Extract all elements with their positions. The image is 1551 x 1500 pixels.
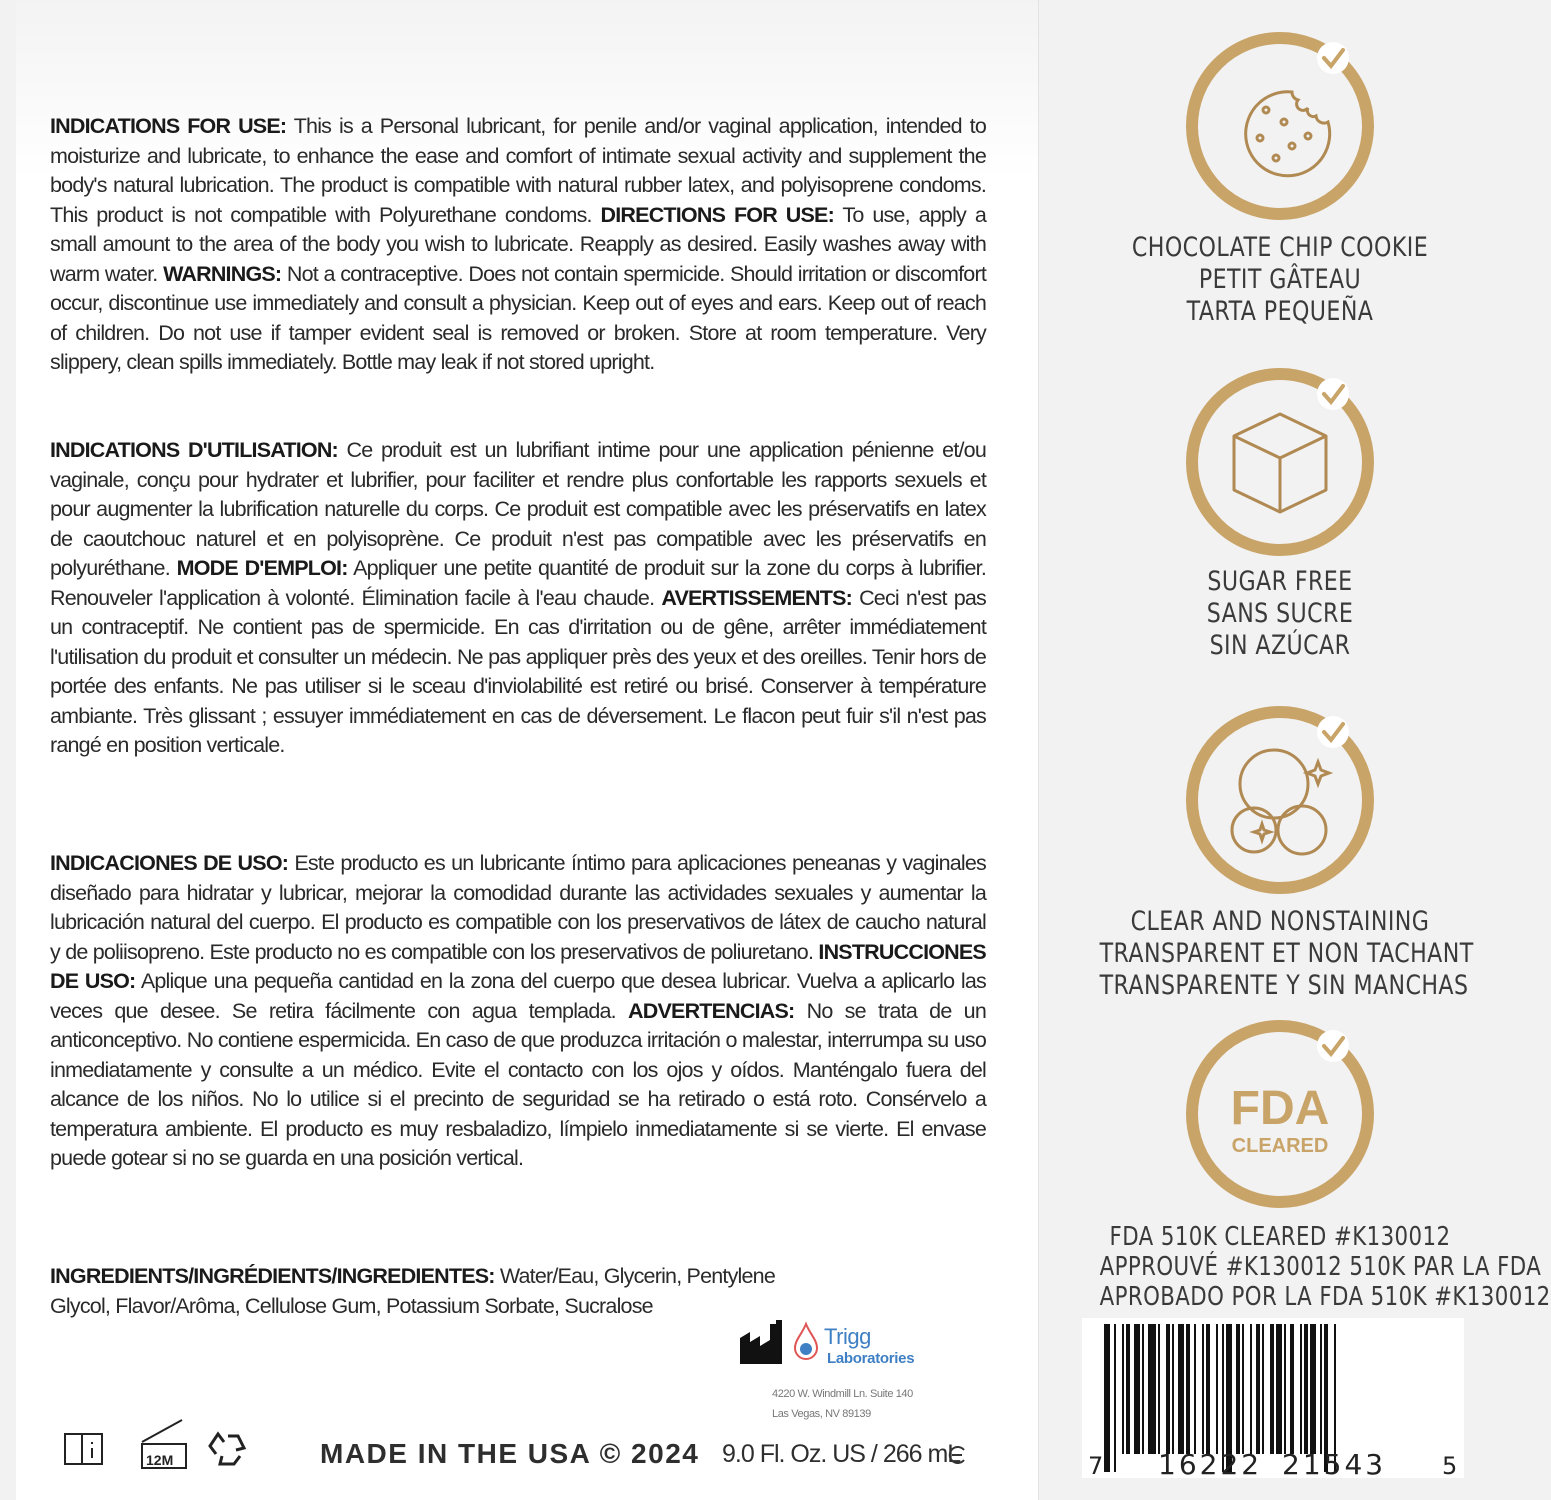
fda-icon-sub: CLEARED (1231, 1135, 1329, 1157)
fda-es: APROBADO POR LA FDA 510K #K130012 (1099, 1282, 1551, 1312)
heading-directions-es: INSTRUCCIONES DE USO: (50, 939, 986, 993)
ingredients-list: Water/Eau, Glycerin, Pentylene Glycol, Flavor/Arôma, Cellulose Gum, Potassium Sorbate, Sucralose (50, 1264, 775, 1318)
barcode-bar (1158, 1324, 1160, 1454)
ingredients-section (50, 1262, 810, 1321)
barcode-bar (1172, 1324, 1174, 1454)
made-in-usa: MADE IN THE USA © 2024 (320, 1438, 700, 1469)
text-warnings-es: No se trata de un anticonceptivo. No contiene espermicida. En caso de que produzca irritación o malestar, interrumpa su uso inmediatamente y consulte a un médico. Evite el contacto con los ojos y oídos. Manténgalo fuera del alcance de los niños. No lo utilice si el precinto de seguridad se ha retirado o está roto. Consérvelo a temperatura ambiente. El producto es muy resbaladizo, límpielo inmediatamente si se vierte. El envase puede gotear si no se guarda en una posición vertical. (50, 998, 986, 1170)
sugar-free-badge (1180, 362, 1380, 562)
clear-badge (1180, 700, 1380, 900)
barcode-bar (1202, 1324, 1204, 1454)
manufacturer-factory-icon (738, 1318, 788, 1366)
badge-text-sugar (1100, 566, 1461, 662)
net-volume: 9.0 Fl. Oz. US / 266 mL (722, 1440, 961, 1468)
barcode-bar (1250, 1324, 1252, 1454)
text-directions-fr: Appliquer une petite quantité de produit sur la zone du corps à lubrifier. Renouveler l'application à volonté. Élimination facile à l'eau chaude. (50, 556, 986, 610)
barcode-bar (1122, 1324, 1124, 1454)
estimated-e-icon (946, 1444, 968, 1466)
fda-icon-text: FDA (1230, 1082, 1330, 1135)
badge-text-flavor (1100, 232, 1461, 328)
instructions-book-icon (65, 1434, 102, 1464)
sugar-fr: SANS SUCRE (1206, 598, 1354, 629)
barcode-bar (1256, 1324, 1260, 1454)
barcode-bar (1148, 1324, 1156, 1454)
fda-fr: APPROUVÉ #K130012 510K PAR LA FDA (1099, 1252, 1542, 1282)
barcode-group-2: 21543 (1282, 1448, 1387, 1481)
sugar-cube-icon (1234, 414, 1326, 512)
fda-en: FDA 510K CLEARED #K130012 (1109, 1222, 1451, 1252)
barcode-digits (1082, 1448, 1472, 1488)
barcode-bar (1300, 1324, 1302, 1454)
barcode-bar (1178, 1324, 1184, 1454)
manufacturer-sub: Laboratories (827, 1350, 915, 1367)
manufacturer-address (772, 1384, 913, 1424)
heading-directions-en: DIRECTIONS FOR USE: (600, 202, 834, 227)
barcode-bar (1242, 1324, 1244, 1454)
recycle-icon (210, 1434, 244, 1464)
barcode-bar (1270, 1324, 1274, 1454)
barcode-bar (1276, 1324, 1282, 1454)
clear-en: CLEAR AND NONSTAINING (1130, 906, 1430, 937)
text-warnings-en: Not a contraceptive. Does not contain spermicide. Should irritation or discomfort occur, discontinue use immediately and consult a physician. Keep out of eyes and ears. Keep out of reach of children. Do not use if tamper evident seal is removed or broken. Store at room temperature. Very slippery, clean spills immediately. Bottle may leak if not stored upright. (50, 261, 986, 374)
barcode-digit-left: 7 (1088, 1452, 1104, 1480)
heading-indications-fr: INDICATIONS D'UTILISATION: (50, 438, 338, 462)
badge-text-fda (1099, 1222, 1551, 1312)
badge-text-clear (1099, 906, 1474, 1002)
text-directions-es: Aplique una pequeña cantidad en la zona del cuerpo que desea lubricar. Vuelva a aplicarlo las veces que desee. Se retira fácilmente con agua templada. (50, 969, 986, 1023)
flavor-fr: PETIT GÂTEAU (1198, 264, 1362, 295)
barcode-bar (1186, 1324, 1190, 1454)
cookie-badge (1180, 26, 1380, 226)
barcode-bar (1134, 1324, 1140, 1454)
text-indications-en: This is a Personal lubricant, for penile and/or vaginal application, intended to moisturize and lubricate, to enhance the ease and comfort of intimate sexual activity and supplement the body's natural lubrication. The product is compatible with natural rubber latex, and polyisoprene condoms. This product is not compatible with Polyurethane condoms. (50, 114, 986, 227)
text-indications-es: Este producto es un lubricante íntimo para aplicaciones peneanas y vaginales diseñado para hidratar y lubricar, mejorar la comodidad durante las actividades sexuales y aumentar la lubricación natural del cuerpo. El producto es compatible con los preservativos de látex de caucho natural y de poliisopreno. Este producto no es compatible con los preservativos de poliuretano. (50, 851, 986, 964)
manufacturer-name: Trigg (824, 1324, 871, 1349)
fda-badge (1180, 1014, 1380, 1214)
heading-indications-en: INDICATIONS FOR USE: (50, 114, 287, 138)
sugar-es: SIN AZÚCAR (1209, 630, 1351, 661)
flavor-es: TARTA PEQUEÑA (1186, 296, 1374, 327)
heading-indications-es: INDICACIONES DE USO: (50, 851, 289, 875)
cookie-icon (1246, 92, 1330, 176)
barcode-bar (1216, 1324, 1218, 1454)
barcode-bar (1262, 1324, 1264, 1454)
address-line-2: Las Vegas, NV 89139 (772, 1408, 871, 1420)
pao-jar-icon (142, 1420, 186, 1468)
barcode-bar (1304, 1324, 1308, 1454)
text-indications-fr: Ce produit est un lubrifiant intime pour une application pénienne et/ou vaginale, conçu pour hydrater et lubrifier, pour faciliter et rendre plus confortable les rapports sexuels et pour augmenter la lubrification naturelle du corps. Ce produit est compatible avec les préservatifs en latex de caoutchouc naturel et en polyisoprène. Ce produit n'est pas compatible avec les préservatifs en polyuréthane. (50, 438, 986, 580)
barcode-digit-right: 5 (1442, 1452, 1458, 1480)
barcode-bar (1284, 1324, 1286, 1454)
text-warnings-fr: Ceci n'est pas un contraceptif. Ne contient pas de spermicide. En cas d'irritation ou de gêne, arrêter immédiatement l'utilisation du produit et consulter un médecin. Ne pas appliquer près des yeux et des oreilles. Tenir hors de portée des enfants. Ne pas utiliser si le sceau d'inviolabilité est retiré ou brisé. Conserver à température ambiante. Très glissant ; essuyer immédiatement en cas de déversement. Le flacon peut fuir s'il n'est pas rangé en position verticale. (50, 585, 986, 757)
barcode-bar (1166, 1324, 1170, 1454)
address-line-1: 4220 W. Windmill Ln. Suite 140 (772, 1388, 913, 1400)
barcode-bar (1194, 1324, 1196, 1454)
ingredients-heading: INGREDIENTS/INGRÉDIENTS/INGREDIENTES: (50, 1264, 495, 1288)
barcode-bar (1320, 1324, 1322, 1454)
pao-label: 12M (146, 1452, 174, 1468)
clear-fr: TRANSPARENT ET NON TACHANT (1099, 938, 1474, 969)
english-section (50, 112, 986, 378)
trigg-drop-icon (792, 1322, 820, 1362)
fda-icon (1231, 1082, 1330, 1157)
flavor-en: CHOCOLATE CHIP COOKIE (1131, 232, 1429, 263)
barcode-bar (1290, 1324, 1294, 1454)
bottom-symbols (62, 1414, 252, 1474)
french-section (50, 436, 986, 761)
barcode-bar (1126, 1324, 1130, 1454)
clear-es: TRANSPARENTE Y SIN MANCHAS (1099, 970, 1469, 1001)
sugar-en: SUGAR FREE (1207, 566, 1353, 597)
barcode-bar (1236, 1324, 1240, 1454)
text-directions-en: To use, apply a small amount to the area of the body you wish to lubricate. Reapply as desired. Easily washes away with warm water. (50, 202, 986, 286)
heading-warnings-es: ADVERTENCIAS: (628, 998, 795, 1023)
barcode-bar (1142, 1324, 1144, 1454)
barcode-group-1: 16222 (1158, 1448, 1263, 1481)
heading-warnings-en: WARNINGS: (163, 261, 282, 286)
heading-warnings-fr: AVERTISSEMENTS: (661, 585, 853, 610)
barcode-bar (1206, 1324, 1210, 1454)
barcode-bar (1310, 1324, 1316, 1454)
spanish-section (50, 849, 986, 1174)
bubbles-icon (1232, 750, 1329, 854)
heading-directions-fr: MODE D'EMPLOI: (176, 556, 348, 580)
